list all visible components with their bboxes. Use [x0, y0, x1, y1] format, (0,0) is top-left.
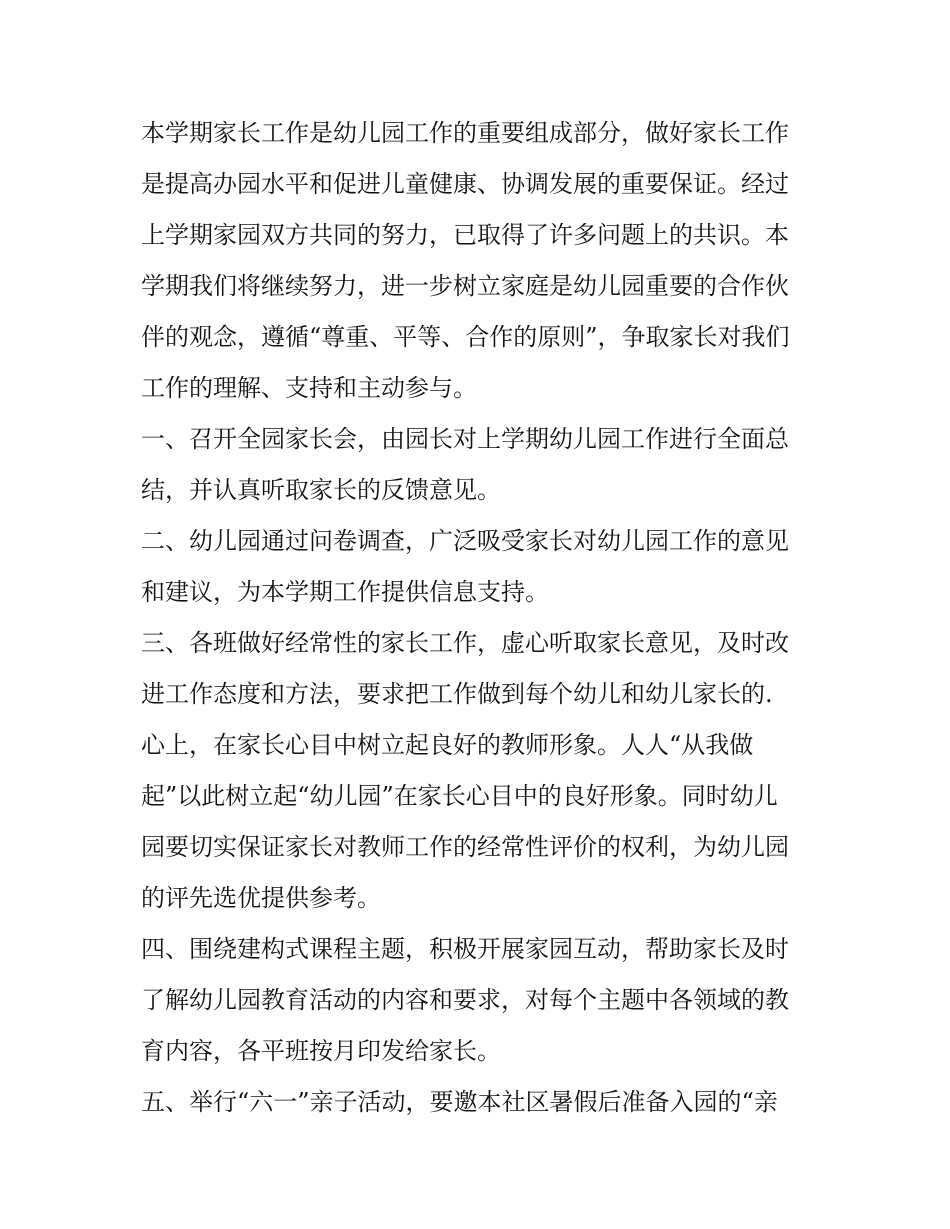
text-line: 结，并认真听取家长的反馈意见。 — [141, 476, 501, 504]
text-line: 伴的观念，遵循“尊重、平等、合作的原则”，争取家长对我们 — [141, 323, 790, 351]
text-line: 育内容，各平班按月印发给家长。 — [141, 1037, 501, 1065]
text-line: 是提高办园水平和促进儿童健康、协调发展的重要保证。经过 — [141, 170, 789, 198]
text-line: 二、幼儿园通过问卷调查，广泛吸受家长对幼儿园工作的意见 — [141, 527, 789, 555]
document-body — [141, 108, 821, 1128]
text-line: 园要切实保证家长对教师工作的经常性评价的权利，为幼儿园 — [141, 833, 789, 861]
text-line: 学期我们将继续努力，进一步树立家庭是幼儿园重要的合作伙 — [141, 272, 789, 300]
text-line: 和建议，为本学期工作提供信息支持。 — [141, 578, 549, 606]
text-line: 上学期家园双方共同的努力，已取得了许多问题上的共识。本 — [141, 221, 789, 249]
text-line: 起”以此树立起“幼儿园”在家长心目中的良好形象。同时幼儿 — [141, 782, 778, 810]
text-line: 心上，在家长心目中树立起良好的教师形象。人人“从我做 — [141, 731, 754, 759]
text-line: 了解幼儿园教育活动的内容和要求，对每个主题中各领域的教 — [141, 986, 789, 1014]
text-line: 工作的理解、支持和主动参与。 — [141, 374, 477, 402]
text-line: 五、举行“六一”亲子活动，要邀本社区暑假后准备入园的“亲 — [141, 1088, 778, 1116]
text-line: 三、各班做好经常性的家长工作，虚心听取家长意见，及时改 — [141, 629, 789, 657]
text-line: 的评先选优提供参考。 — [141, 884, 381, 912]
text-line: 进工作态度和方法，要求把工作做到每个幼儿和幼儿家长的. — [141, 680, 773, 708]
text-line: 四、围绕建构式课程主题，积极开展家园互动，帮助家长及时 — [141, 935, 789, 963]
text-line: 一、召开全园家长会，由园长对上学期幼儿园工作进行全面总 — [141, 425, 789, 453]
text-line: 本学期家长工作是幼儿园工作的重要组成部分，做好家长工作 — [141, 119, 789, 147]
